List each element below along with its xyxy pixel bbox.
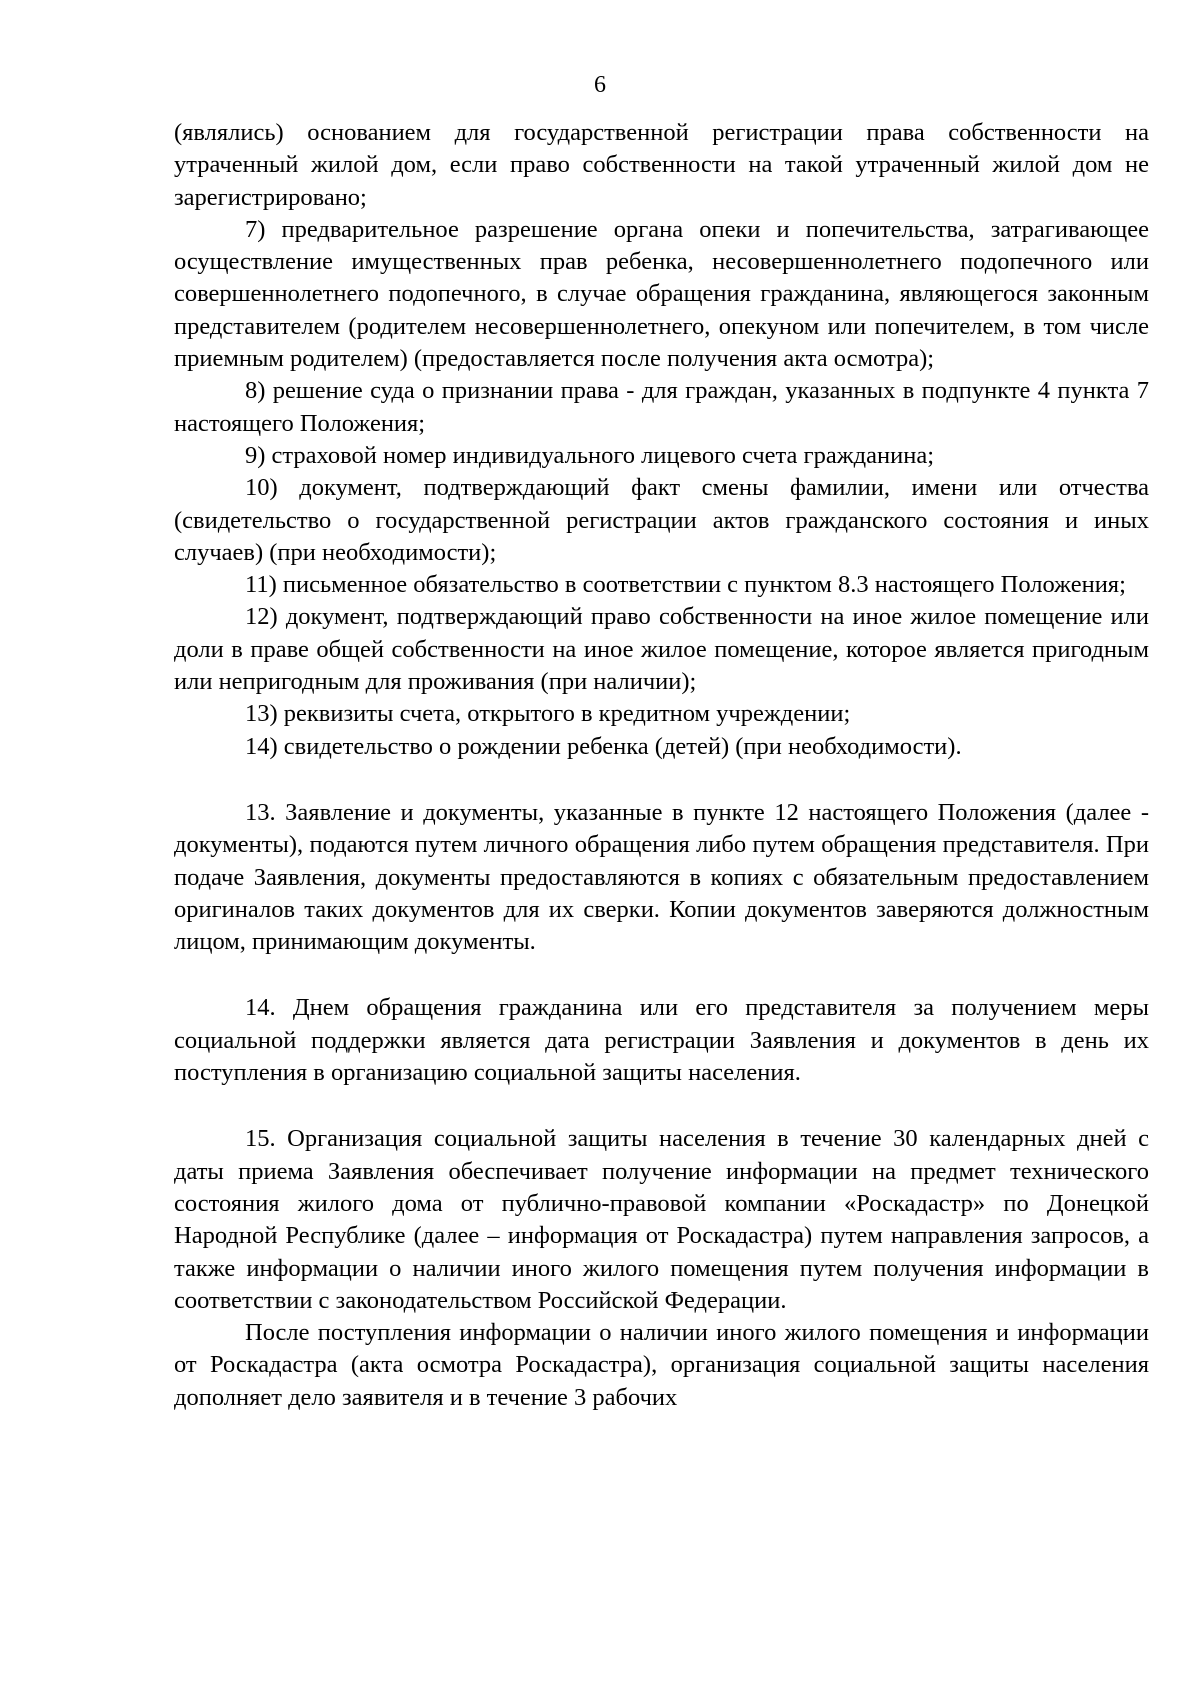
section-15-continuation: После поступления информации о наличии иного жилого помещения и информации от Роскадастра (акта осмотра Роскадастра), организация социальной защиты населения дополняет дело заявителя и в течение 3 рабочих: [174, 1319, 1149, 1411]
section-15: 15. Организация социальной защиты населения в течение 30 календарных дней с даты приема Заявления обеспечивает получение информации на предмет технического состояния жилого дома от публично-правовой компании «Роскадастр» по Донецкой Народной Республике (далее – информация от Роскадастра) путем направления запросов, а также информации о наличии иного жилого помещения путем получения информации в соответствии с законодательством Российской Федерации.: [174, 1125, 1149, 1314]
list-item-9: 9) страховой номер индивидуального лицевого счета гражданина;: [245, 441, 935, 469]
list-item-7: 7) предварительное разрешение органа опеки и попечительства, затрагивающее осуществление имущественных прав ребенка, несовершеннолетнего подопечного или совершеннолетнего подопечного, в случае обращения гражданина, являющегося законным представителем (родителем несовершеннолетнего, опекуном или попечителем, в том числе приемным родителем) (предоставляется после получения акта осмотра);: [174, 215, 1149, 373]
list-item-11: 11) письменное обязательство в соответствии с пунктом 8.3 настоящего Положения;: [245, 571, 1126, 599]
list-item-12: 12) документ, подтверждающий право собственности на иное жилое помещение или доли в праве общей собственности на иное жилое помещение, которое является пригодным или непригодным для проживания (при наличии);: [174, 603, 1149, 696]
document-body: [174, 117, 1149, 1414]
section-14: 14. Днем обращения гражданина или его представителя за получением меры социальной поддержки является дата регистрации Заявления и документов в день их поступления в организацию социальной защиты населения.: [174, 994, 1149, 1087]
list-item-14: 14) свидетельство о рождении ребенка (детей) (при необходимости).: [245, 732, 962, 760]
page-number: 6: [594, 72, 606, 98]
list-item-8: 8) решение суда о признании права - для граждан, указанных в подпункте 4 пункта 7 настоящего Положения;: [174, 377, 1149, 437]
list-item-13: 13) реквизиты счета, открытого в кредитном учреждении;: [245, 700, 851, 728]
list-item-10: 10) документ, подтверждающий факт смены фамилии, имени или отчества (свидетельство о государственной регистрации актов гражданского состояния и иных случаев) (при необходимости);: [174, 474, 1149, 566]
paragraph-continuation: (являлись) основанием для государственной регистрации права собственности на утраченный жилой дом, если право собственности на такой утраченный жилой дом не зарегистрировано;: [174, 119, 1149, 211]
section-13: 13. Заявление и документы, указанные в пункте 12 настоящего Положения (далее - документы), подаются путем личного обращения либо путем обращения представителя. При подаче Заявления, документы предоставляются в копиях с обязательным предоставлением оригиналов таких документов для их сверки. Копии документов заверяются должностным лицом, принимающим документы.: [174, 798, 1149, 956]
